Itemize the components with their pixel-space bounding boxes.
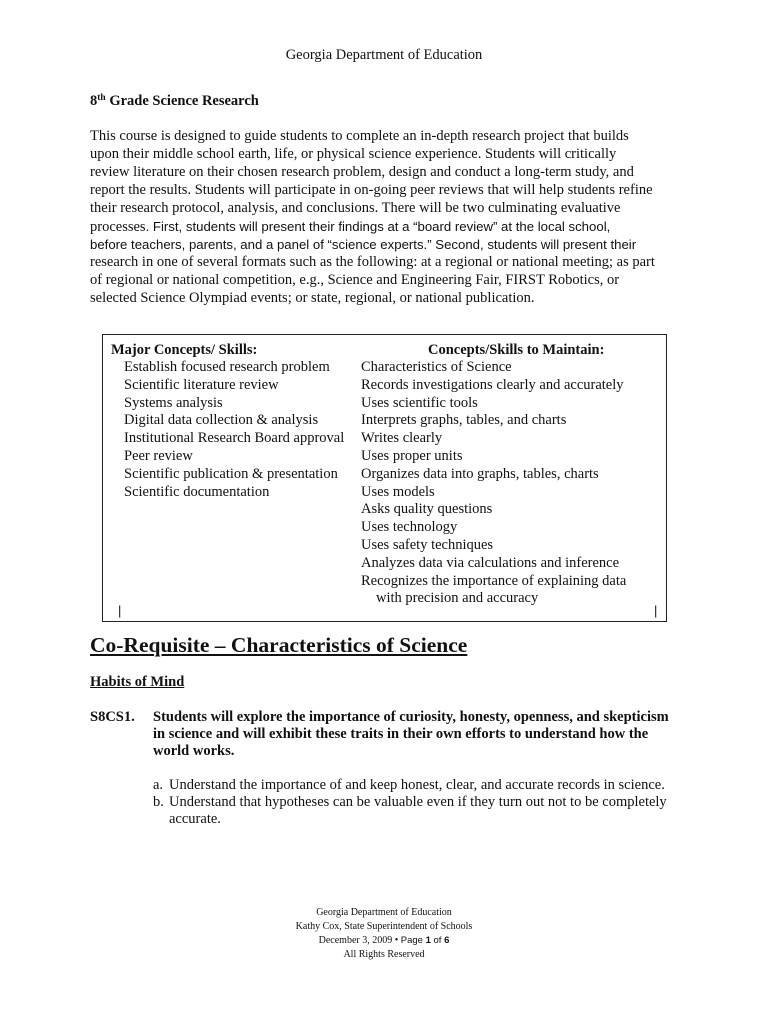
maintain-concept-item: Uses technology <box>361 519 458 536</box>
element-marker: b. <box>153 794 164 810</box>
major-concept-item: Systems analysis <box>124 394 223 411</box>
maintain-concepts-heading: Concepts/Skills to Maintain: <box>428 342 605 358</box>
maintain-concept-item: Uses proper units <box>361 447 463 464</box>
maintain-concept-item: Characteristics of Science <box>361 359 512 375</box>
standard-text-line: Students will explore the importance of curiosity, honesty, openness, and skepticism <box>153 709 669 725</box>
maintain-concept-item: Uses scientific tools <box>361 394 478 411</box>
footer-page-label: Page <box>400 935 426 946</box>
grade-number: 8 <box>90 93 98 109</box>
maintain-concept-item: Asks quality questions <box>361 501 493 518</box>
maintain-concept-item: Interprets graphs, tables, and charts <box>361 412 567 429</box>
element-text-line: Understand that hypotheses can be valuable even if they turn out not to be completely <box>169 794 667 810</box>
maintain-concept-item-continued: with precision and accuracy <box>376 590 539 607</box>
standard-element <box>153 777 667 794</box>
page-header: Georgia Department of Education <box>285 47 483 63</box>
element-text-line: accurate. <box>169 811 221 827</box>
major-concepts-list <box>124 359 344 501</box>
maintain-concept-item: Analyzes data via calculations and inference <box>361 554 620 571</box>
course-title <box>90 93 259 110</box>
footer-date: December 3, 2009 <box>318 935 393 946</box>
description-line: This course is designed to guide students to complete an in-depth research project that builds <box>90 128 629 144</box>
description-line: report the results. Students will participate in on-going peer reviews that will help students refine <box>90 181 653 198</box>
major-concept-item: Institutional Research Board approval <box>124 430 345 447</box>
element-text-line: Understand the importance of and keep honest, clear, and accurate records in science. <box>169 777 665 793</box>
description-line: selected Science Olympiad events; or state, regional, or national publication. <box>90 290 535 307</box>
box-tick-mark: | <box>654 603 658 618</box>
description-word: processes <box>90 218 146 235</box>
standard-elements-list <box>153 777 667 828</box>
major-concept-item: Peer review <box>124 447 193 464</box>
concepts-skills-box <box>102 334 667 622</box>
course-description <box>90 128 688 308</box>
standard-code: S8CS1. <box>90 709 135 725</box>
description-sans-text: . First, students will present their findings at a “board review” at the local school, <box>145 218 611 234</box>
description-line: their research protocol, analysis, and conclusions. There will be two culminating evaluative <box>90 199 621 216</box>
major-concept-item: Digital data collection & analysis <box>124 412 319 429</box>
description-line: review literature on their chosen research problem, design and conduct a long-term study, and <box>90 163 634 180</box>
standard-text-line: in science and will exhibit these traits in their own efforts to understand how the <box>153 726 649 743</box>
standard-element <box>153 794 667 828</box>
maintain-concept-item: Uses models <box>361 483 435 500</box>
major-concept-item: Scientific publication & presentation <box>124 465 338 482</box>
maintain-concepts-list <box>361 359 626 608</box>
footer-date-page <box>0 934 768 948</box>
course-title-text: Grade Science Research <box>105 93 259 109</box>
description-line: upon their middle school earth, life, or physical science experience. Students will critically <box>90 145 617 162</box>
section-title: Co-Requisite – Characteristics of Science <box>90 633 468 657</box>
maintain-concept-item: Writes clearly <box>361 430 443 447</box>
major-concepts-heading: Major Concepts/ Skills: <box>111 342 258 358</box>
description-line: research in one of several formats such as the following: at a regional or national meeting; as part <box>90 254 655 271</box>
page-footer <box>0 906 768 962</box>
footer-bullet: • <box>392 935 401 946</box>
maintain-concept-item: Uses safety techniques <box>361 536 494 553</box>
footer-rights: All Rights Reserved <box>343 949 425 960</box>
standard-text-line: world works. <box>153 743 235 760</box>
standard-text <box>153 709 683 761</box>
footer-of-label: of <box>430 935 445 946</box>
description-line: before teachers, parents, and a panel of “science experts.” Second, students will present their <box>90 237 637 253</box>
footer-page-total: 6 <box>444 935 450 946</box>
maintain-concept-item: Organizes data into graphs, tables, charts <box>361 465 599 482</box>
major-concept-item: Establish focused research problem <box>124 359 330 375</box>
box-tick-mark: | <box>118 603 122 618</box>
maintain-concept-item: Records investigations clearly and accurately <box>361 376 624 393</box>
subsection-title: Habits of Mind <box>90 674 185 690</box>
description-line <box>90 218 688 237</box>
maintain-concept-item: Recognizes the importance of explaining data <box>361 572 627 589</box>
footer-superintendent: Kathy Cox, State Superintendent of Schools <box>295 921 473 932</box>
footer-page-number: 1 <box>425 935 431 946</box>
grade-suffix: th <box>97 93 106 103</box>
major-concept-item: Scientific documentation <box>124 483 270 500</box>
element-marker: a. <box>153 777 164 793</box>
major-concept-item: Scientific literature review <box>124 376 279 393</box>
footer-org: Georgia Department of Education <box>316 907 452 918</box>
description-line: of regional or national competition, e.g., Science and Engineering Fair, FIRST Robotics, or <box>90 272 620 289</box>
